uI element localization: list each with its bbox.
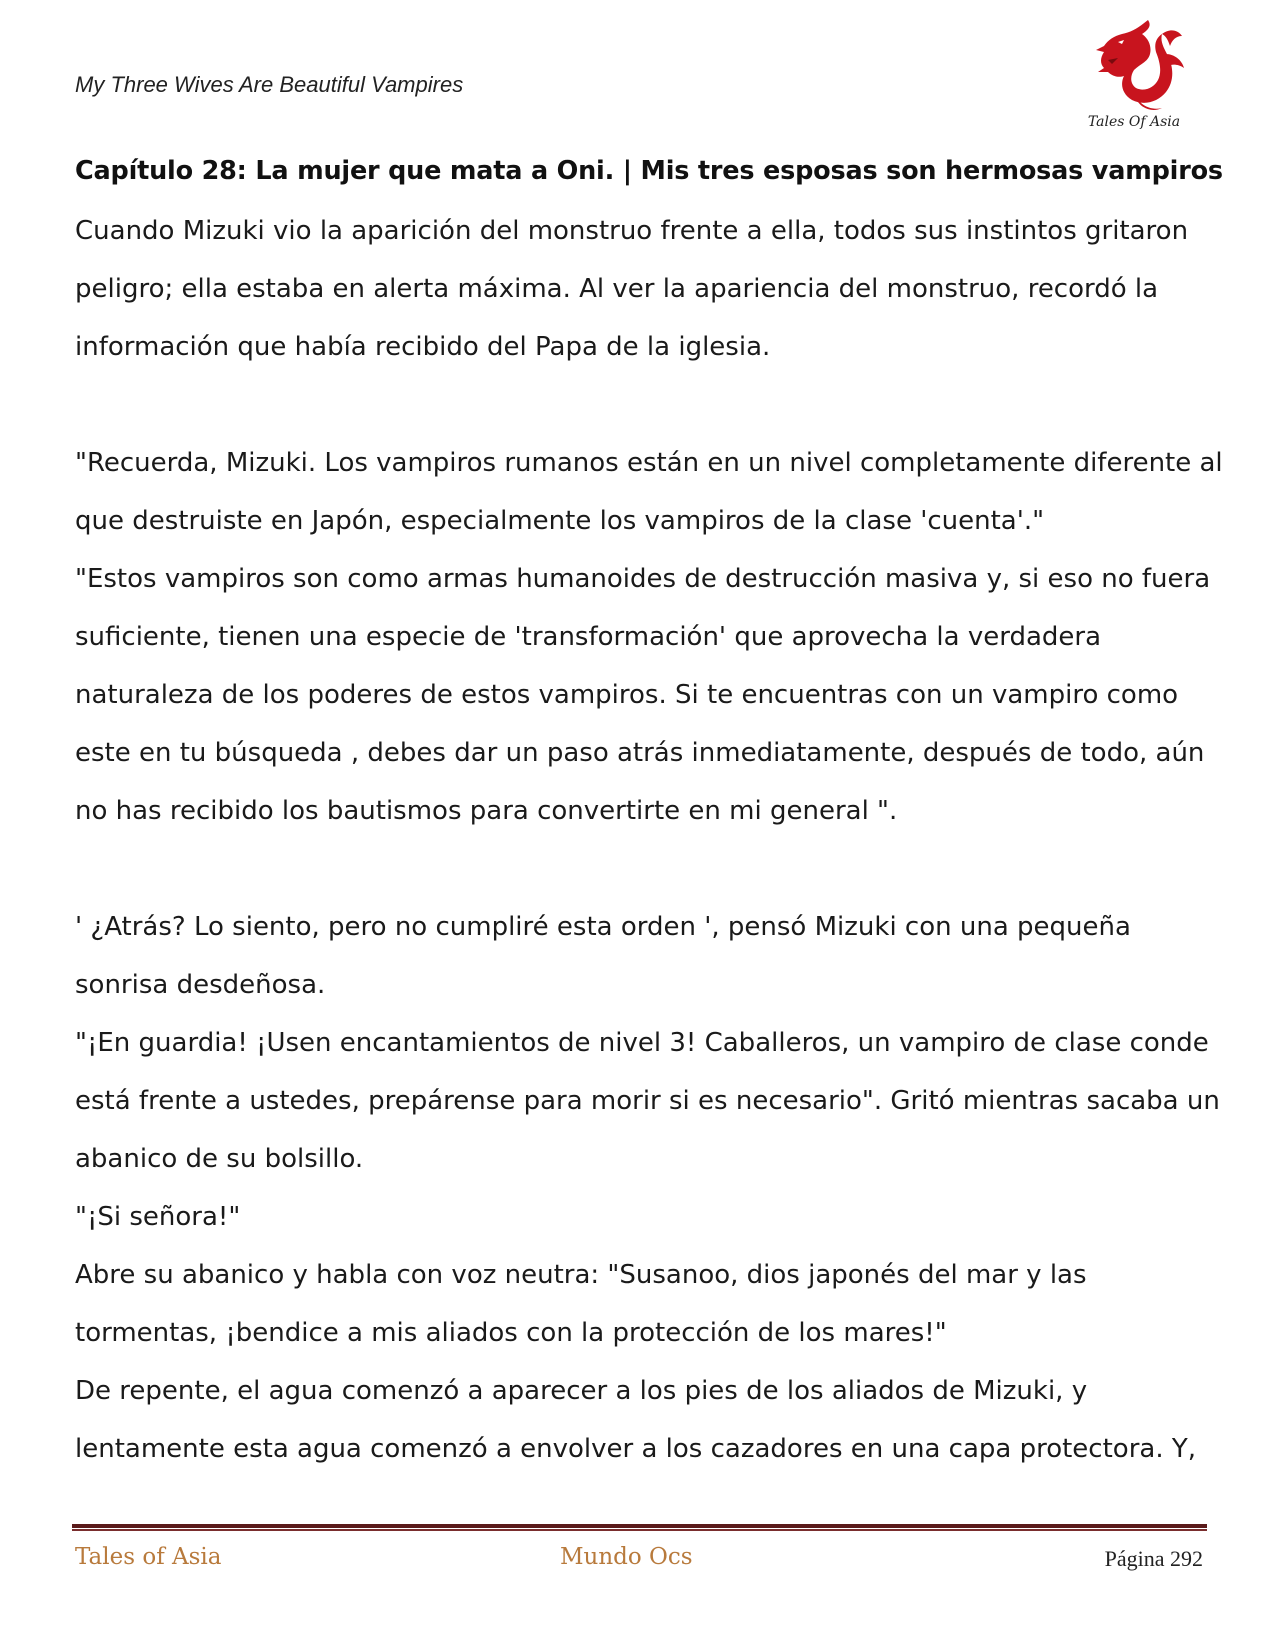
tales-of-asia-logo: [1078, 14, 1190, 136]
text-line: que destruiste en Japón, especialmente los vampiros de la clase 'cuenta'.": [75, 506, 1045, 536]
text-line: "Estos vampiros son como armas humanoides de destrucción masiva y, si eso no fuera: [75, 564, 1211, 594]
text-line: este en tu búsqueda , debes dar un paso atrás inmediatamente, después de todo, aún: [75, 738, 1205, 768]
text-line: naturaleza de los poderes de estos vampiros. Si te encuentras con un vampiro como: [75, 680, 1179, 710]
blank-line: [75, 846, 1210, 904]
chapter-title: Capítulo 28: La mujer que mata a Oni. | Mis tres esposas son hermosas vampiros: [75, 156, 1223, 186]
text-line: "¡Si señora!": [75, 1202, 241, 1232]
footer-center-text: Mundo Ocs: [560, 1544, 693, 1570]
text-line: lentamente esta agua comenzó a envolver a los cazadores en una capa protectora. Y,: [75, 1434, 1196, 1464]
text-line: sonrisa desdeñosa.: [75, 970, 326, 1000]
footer-divider: [72, 1524, 1207, 1532]
text-line: "¡En guardia! ¡Usen encantamientos de nivel 3! Caballeros, un vampiro de clase conde: [75, 1028, 1209, 1058]
text-line: suficiente, tienen una especie de 'transformación' que aprovecha la verdadera: [75, 622, 1101, 652]
text-line: "Recuerda, Mizuki. Los vampiros rumanos están en un nivel completamente diferente al: [75, 448, 1223, 478]
text-line: Abre su abanico y habla con voz neutra: "Susanoo, dios japonés del mar y las: [75, 1260, 1087, 1290]
text-line: no has recibido los bautismos para convertirte en mi general ".: [75, 796, 898, 826]
text-line: información que había recibido del Papa de la iglesia.: [75, 332, 771, 362]
logo-caption: Tales Of Asia: [1087, 114, 1181, 130]
text-line: abanico de su bolsillo.: [75, 1144, 364, 1174]
text-line: Cuando Mizuki vio la aparición del monstruo frente a ella, todos sus instintos gritaron: [75, 216, 1189, 246]
page-number: Página 292: [1104, 1546, 1203, 1571]
text-line: tormentas, ¡bendice a mis aliados con la protección de los mares!": [75, 1318, 947, 1348]
text-line: peligro; ella estaba en alerta máxima. Al ver la apariencia del monstruo, recordó la: [75, 274, 1159, 304]
red-dragon-icon: [1078, 14, 1190, 118]
running-header-title: My Three Wives Are Beautiful Vampires: [75, 72, 464, 97]
footer-left-text: Tales of Asia: [75, 1544, 222, 1570]
text-line: De repente, el agua comenzó a aparecer a los pies de los aliados de Mizuki, y: [75, 1376, 1088, 1406]
text-line: está frente a ustedes, prepárense para morir si es necesario". Gritó mientras sacaba un: [75, 1086, 1220, 1116]
blank-line: [75, 382, 1210, 440]
chapter-body: [75, 208, 1223, 1484]
text-line: ' ¿Atrás? Lo siento, pero no cumpliré esta orden ', pensó Mizuki con una pequeña: [75, 912, 1131, 942]
